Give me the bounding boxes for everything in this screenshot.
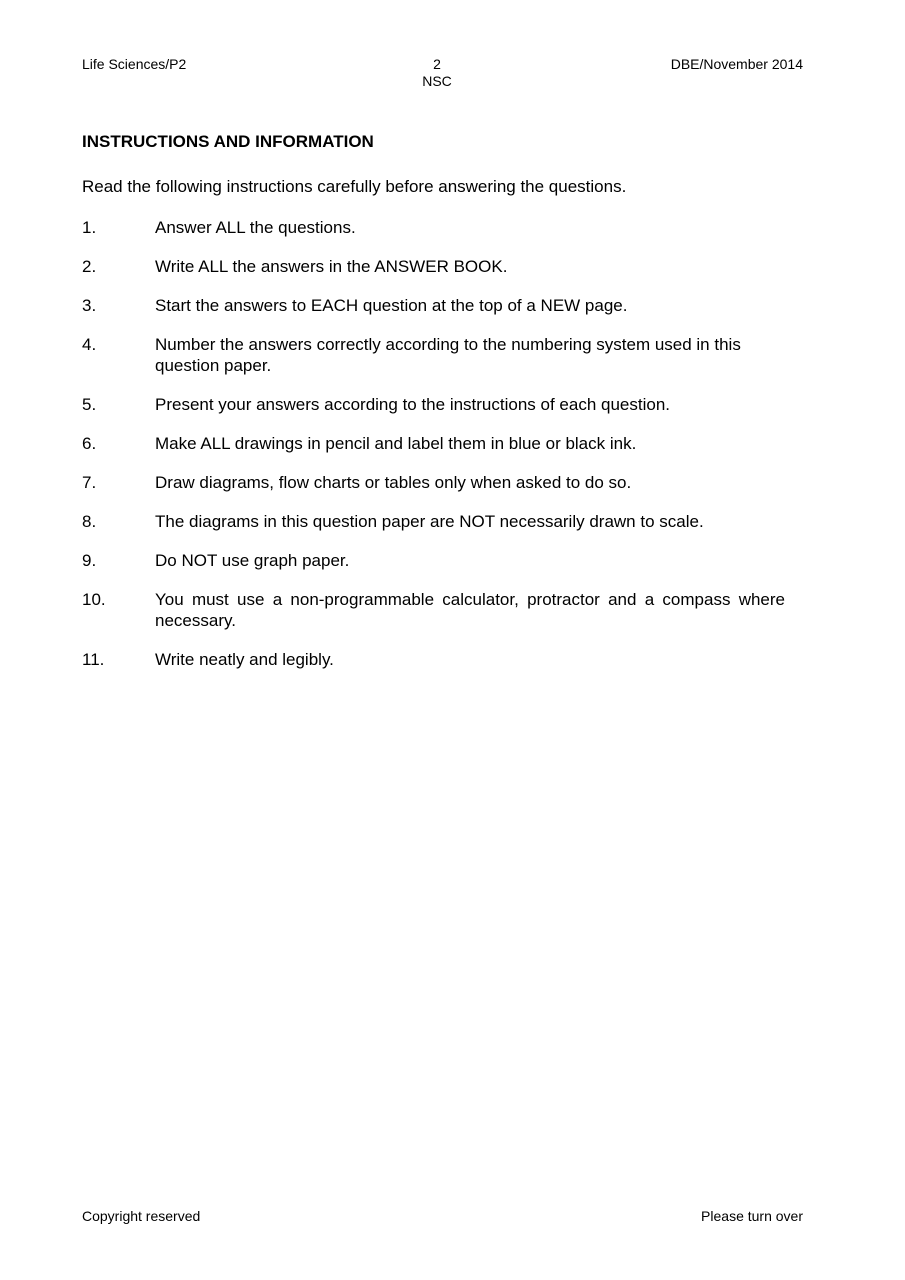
item-text: The diagrams in this question paper are NOT necessarily drawn to scale. xyxy=(155,512,704,531)
item-text: Make ALL drawings in pencil and label them in blue or black ink. xyxy=(155,434,637,453)
list-item xyxy=(82,334,785,376)
subject-label: Life Sciences/P2 xyxy=(82,56,187,72)
item-text: Present your answers according to the instructions of each question. xyxy=(155,395,671,414)
list-item xyxy=(82,511,785,532)
turn-over-label: Please turn over xyxy=(701,1208,803,1224)
copyright-label: Copyright reserved xyxy=(82,1208,201,1224)
item-number: 8. xyxy=(82,512,97,531)
list-item xyxy=(82,295,785,316)
item-number: 2. xyxy=(82,257,97,276)
item-number: 6. xyxy=(82,434,97,453)
item-number: 7. xyxy=(82,473,97,492)
item-number: 3. xyxy=(82,296,97,315)
list-item xyxy=(82,649,785,670)
section-heading: INSTRUCTIONS AND INFORMATION xyxy=(82,132,374,151)
item-number: 9. xyxy=(82,551,97,570)
exam-date-label: DBE/November 2014 xyxy=(670,56,803,72)
list-item xyxy=(82,256,785,277)
list-item xyxy=(82,217,785,238)
nsc-label: NSC xyxy=(422,73,452,89)
item-text: Number the answers correctly according to the numbering system used in this question paper. xyxy=(155,335,741,375)
page-header xyxy=(82,56,803,96)
item-number: 5. xyxy=(82,395,97,414)
item-number: 4. xyxy=(82,335,97,354)
item-text: Draw diagrams, flow charts or tables only when asked to do so. xyxy=(155,473,632,492)
list-item xyxy=(82,550,785,571)
item-text: Write ALL the answers in the ANSWER BOOK. xyxy=(155,257,508,276)
item-number: 10. xyxy=(82,590,106,609)
list-item xyxy=(82,394,785,415)
list-item xyxy=(82,589,785,631)
intro-text: Read the following instructions carefully before answering the questions. xyxy=(82,177,627,196)
list-item xyxy=(82,472,785,493)
item-text: Answer ALL the questions. xyxy=(155,218,356,237)
item-number: 11. xyxy=(82,650,105,669)
item-text: Do NOT use graph paper. xyxy=(155,551,350,570)
instructions-section xyxy=(82,130,785,688)
list-item xyxy=(82,433,785,454)
item-text: You must use a non-programmable calculator, protractor and a compass where necessary. xyxy=(155,590,785,630)
page-number: 2 xyxy=(433,56,441,72)
item-text: Start the answers to EACH question at the top of a NEW page. xyxy=(155,296,628,315)
item-number: 1. xyxy=(82,218,97,237)
item-text: Write neatly and legibly. xyxy=(155,650,334,669)
